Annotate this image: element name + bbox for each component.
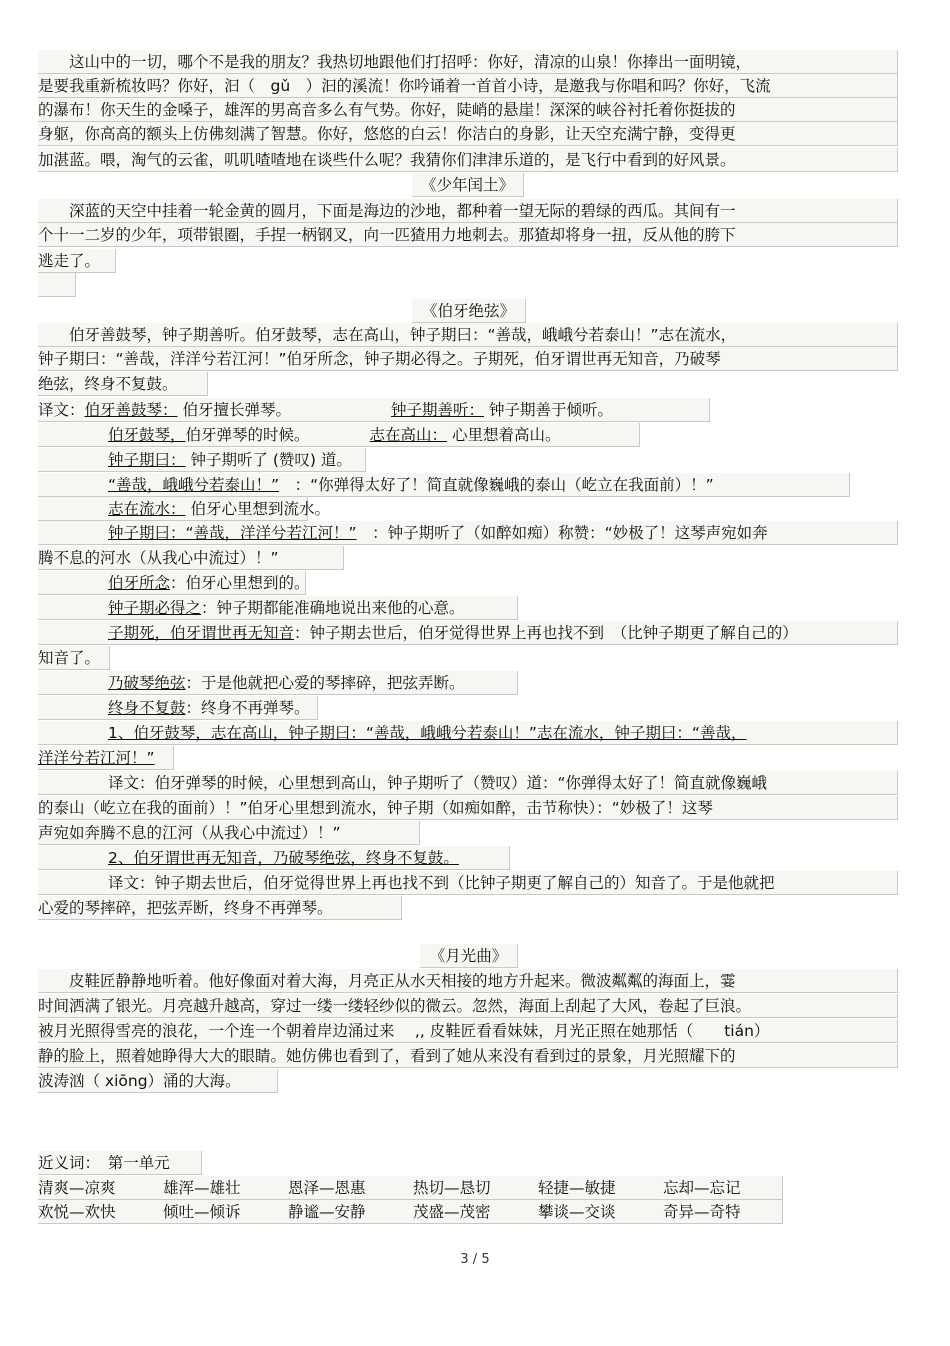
note-meaning: ：终身不再弹琴。	[185, 699, 310, 717]
note-line	[38, 521, 898, 545]
note-line	[38, 621, 898, 645]
sentence-line	[38, 846, 510, 870]
note-term: 志在高山：	[369, 426, 448, 444]
note-line	[38, 571, 310, 595]
synonyms-header	[38, 1151, 202, 1175]
note-term: 钟子期善听：	[390, 401, 484, 419]
text-line: 这山中的一切，哪个不是我的朋友？我热切地跟他们打招呼：你好，清凉的山泉！你捧出一面明镜，	[38, 50, 898, 74]
translation-line: 声宛如奔腾不息的江河（从我心中流过）！”	[38, 821, 420, 845]
note-line	[38, 497, 330, 521]
note-line: 知音了。	[38, 646, 110, 670]
note-term: 钟子期曰：“善哉，洋洋兮若江河！”	[108, 524, 357, 542]
note-line	[38, 671, 518, 695]
note-meaning: 钟子期听了 (赞叹) 道。	[190, 451, 352, 469]
text-line: 皮鞋匠静静地听着。他好像面对着大海，月亮正从水天相接的地方升起来。微波粼粼的海面上，霎	[38, 969, 898, 993]
section-title: 《月光曲》	[420, 944, 518, 968]
note-meaning: ：钟子期都能准确地说出来他的心意。	[201, 599, 465, 617]
note-meaning: 伯牙心里想到流水。	[190, 500, 330, 518]
synonym-pair: 忘却—忘记	[663, 1179, 741, 1197]
note-term: “善哉，峨峨兮若泰山！”	[108, 476, 280, 494]
text-line: 个十一二岁的少年，项带银圈，手捏一柄钢叉，向一匹猹用力地刺去。那猹却将身一扭，反从他的胯下	[38, 223, 898, 247]
note-meaning: ：钟子期听了（如醉如痴）称赞：“妙极了！这琴声宛如奔	[372, 524, 768, 542]
note-line	[38, 448, 366, 472]
note-term: 伯牙所念	[108, 574, 171, 592]
synonym-pair: 清爽—凉爽	[38, 1179, 116, 1197]
note-term: 志在流水：	[108, 500, 186, 518]
synonym-pair: 攀谈—交谈	[538, 1203, 616, 1221]
sentence-line	[38, 721, 898, 745]
text-line: 被月光照得雪亮的浪花，一个连一个朝着岸边涌过来 ,, 皮鞋匠看看妹妹，月光正照在她那恬（ tián）	[38, 1019, 898, 1043]
sentence: 洋洋兮若江河！”	[38, 749, 155, 767]
note-line	[38, 696, 318, 720]
text-line: 是要我重新梳妆吗？你好，汩（ gǔ ）汩的溪流！你吟诵着一首首小诗，是邀我与你唱和吗？你好，飞流	[38, 74, 898, 98]
note-meaning: ：“你弹得太好了！简直就像巍峨的泰山（屹立在我面前）！”	[294, 476, 714, 494]
note-term: 钟子期曰：	[108, 451, 186, 469]
text-line: 深蓝的天空中挂着一轮金黄的圆月，下面是海边的沙地，都种着一望无际的碧绿的西瓜。其间有一	[38, 199, 898, 223]
note-line	[38, 596, 518, 620]
translation: 译文：钟子期去世后，伯牙觉得世界上再也找不到（比钟子期更了解自己的）知音了。于是他就把	[108, 874, 775, 892]
synonym-pair: 轻捷—敏捷	[538, 1179, 616, 1197]
unit-label: 第一单元	[107, 1154, 170, 1172]
page-number: 3 / 5	[460, 1252, 490, 1267]
note-meaning: 心里想着高山。	[451, 426, 561, 444]
synonyms-label: 近义词：	[38, 1154, 93, 1172]
note-term: 终身不复鼓	[108, 699, 186, 717]
note-line: 腾不息的河水（从我心中流过）！”	[38, 546, 344, 570]
note-meaning: 伯牙擅长弹琴。	[182, 401, 291, 419]
note-meaning: ：伯牙心里想到的。	[170, 574, 310, 592]
text-line: 波涛汹（ xiōng）涌的大海。	[38, 1069, 278, 1093]
text-line: 静的脸上，照着她睁得大大的眼睛。她仿佛也看到了，看到了她从来没有看到过的景象，月光照耀下的	[38, 1044, 898, 1068]
text-line: 绝弦，终身不复鼓。	[38, 372, 208, 396]
text-line: 时间洒满了银光。月亮越升越高，穿过一缕一缕轻纱似的微云。忽然，海面上刮起了大风，卷起了巨浪。	[38, 994, 898, 1018]
synonym-pair: 茂盛—茂密	[413, 1203, 491, 1221]
note-meaning: ：钟子期去世后，伯牙觉得世界上再也找不到 （比钟子期更了解自己的）	[294, 624, 798, 642]
note-term: 伯牙善鼓琴：	[84, 401, 178, 419]
note-term: 伯牙鼓琴，	[108, 426, 186, 444]
note-label: 译文：	[38, 401, 85, 419]
translation-line: 的泰山（屹立在我的面前）！”伯牙心里想到流水，钟子期（如痴如醉，击节称快）：“妙极了！这琴	[38, 796, 898, 820]
section-title: 《伯牙绝弦》	[412, 299, 526, 323]
note-meaning: 伯牙弹琴的时候。	[185, 426, 310, 444]
text-line: 身躯，你高高的额头上仿佛刻满了智慧。你好，悠悠的白云！你洁白的身影，让天空充满宁静，变得更	[38, 122, 898, 146]
note-term: 子期死，伯牙谓世再无知音	[108, 624, 295, 642]
synonym-pair: 倾吐—倾诉	[163, 1203, 241, 1221]
text-line: 的瀑布！你天生的金嗓子，雄浑的男高音多么有气势。你好，陡峭的悬崖！深深的峡谷衬托着你挺拔的	[38, 98, 898, 122]
synonym-pair: 恩泽—恩惠	[288, 1179, 366, 1197]
sentence: 2、伯牙谓世再无知音，乃破琴绝弦，终身不复鼓。	[108, 849, 459, 867]
synonym-pair: 热切—恳切	[413, 1179, 491, 1197]
section-title: 《少年闰土》	[412, 173, 524, 197]
synonym-pair: 雄浑—雄壮	[163, 1179, 241, 1197]
note-line	[38, 423, 640, 447]
synonyms-row	[38, 1176, 783, 1200]
text-line: 钟子期曰：“善哉，洋洋兮若江河！”伯牙所念，钟子期必得之。子期死，伯牙谓世再无知音，乃破琴	[38, 347, 898, 371]
text-line: 伯牙善鼓琴，钟子期善听。伯牙鼓琴，志在高山，钟子期曰：“善哉，峨峨兮若泰山！”志在流水，	[38, 323, 898, 347]
note-line	[38, 473, 850, 497]
text-line: 加湛蓝。喂，淘气的云雀，叽叽喳喳地在谈些什么呢？我猜你们津津乐道的，是飞行中看到的好风景。	[38, 148, 898, 172]
text-line: 逃走了。	[38, 249, 116, 273]
translation-line: 心爱的琴摔碎，把弦弄断，终身不再弹琴。	[38, 896, 402, 920]
synonym-pair: 欢悦—欢快	[38, 1203, 116, 1221]
synonym-pair: 奇异—奇特	[663, 1203, 741, 1221]
translation: 译文：伯牙弹琴的时候，心里想到高山，钟子期听了（赞叹）道：“你弹得太好了！简直就像巍峨	[108, 774, 768, 792]
note-line	[38, 398, 710, 422]
sentence: 1、伯牙鼓琴，志在高山，钟子期曰：“善哉，峨峨兮若泰山！”志在流水，钟子期曰：“善哉，	[108, 724, 747, 742]
note-meaning: 钟子期善于倾听。	[488, 401, 613, 419]
blank-line	[38, 273, 76, 297]
note-meaning: ：于是他就把心爱的琴摔碎，把弦弄断。	[185, 674, 465, 692]
note-term: 钟子期必得之	[108, 599, 202, 617]
sentence-line	[38, 746, 174, 770]
translation-line	[38, 871, 898, 895]
synonyms-row	[38, 1200, 783, 1224]
synonym-pair: 静谧—安静	[288, 1203, 366, 1221]
translation-line	[38, 771, 898, 795]
note-term: 乃破琴绝弦	[108, 674, 186, 692]
